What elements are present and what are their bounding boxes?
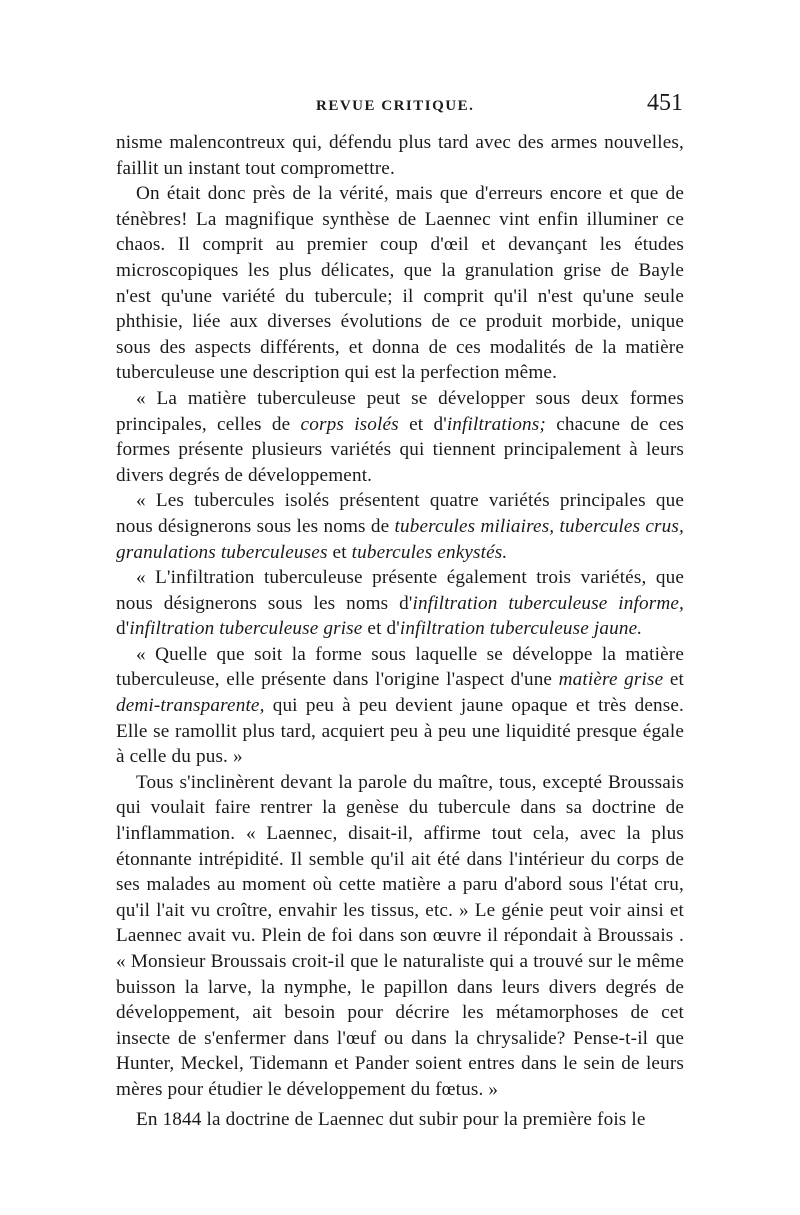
page-header [0, 86, 800, 126]
quoted-paragraph [116, 642, 684, 770]
text-run: et [327, 541, 352, 563]
text-run: « Les tubercules isolés présentent quatre variétés principales que nous désignerons sous les noms de [116, 490, 684, 537]
paragraph [116, 770, 684, 1103]
quoted-paragraph [116, 386, 684, 488]
italic-term: infiltration tuberculeuse grise [129, 618, 363, 640]
quoted-paragraph [116, 565, 684, 642]
text-run: « La matière tuberculeuse peut se développer sous deux formes principales, celles de [116, 387, 684, 435]
text-run: nisme malencontreux qui, défendu plus tard avec des armes nouvelles, faillit un instant tout compromettre. [116, 132, 684, 179]
italic-term: tubercules miliaires, tubercules crus, granulations tuberculeuses [116, 515, 684, 563]
text-run: et d' [362, 618, 400, 640]
text-run: et d' [398, 413, 447, 435]
italic-term: corps isolés [300, 413, 399, 435]
italic-term: tubercules enkystés. [351, 541, 508, 563]
text-run: En 1844 la doctrine de Laennec dut subir pour la première fois le [136, 1108, 646, 1130]
italic-term: infiltration tuberculeuse informe, [412, 592, 684, 614]
running-title: REVUE CRITIQUE. [316, 98, 475, 114]
text-run: d' [116, 618, 130, 640]
text-run: qui peu à peu devient jaune opaque et très dense. Elle se ramollit plus tard, acquiert peu à peu une liquidité presque égale à celle du pus. » [116, 695, 684, 768]
page-number: 451 [647, 90, 683, 116]
paragraph [116, 130, 684, 181]
italic-term: infiltrations; [446, 413, 546, 435]
text-run: « L'infiltration tuberculeuse présente également trois variétés, que nous désignerons sous les noms d' [116, 567, 684, 614]
body-text [116, 130, 684, 1132]
quoted-paragraph [116, 488, 684, 565]
paragraph [116, 181, 684, 386]
text-run: Tous s'inclinèrent devant la parole du maître, tous, excepté Broussais qui voulait faire rentrer la genèse du tubercule dans sa doctrine de l'inflammation. « Laennec, disait-il, affirme tout cela, avec la plus étonnante intrépidité. Il semble qu'il ait été dans l'intérieur du corps de ses malades au moment où cette matière a paru d'abord sous l'état cru, qu'il l'ait vu croître, envahir les tissus, etc. » Le génie peut voir ainsi et Laennec avait vu. Plein de foi dans son œuvre il répondait à Broussais . « Monsieur Broussais croit-il que le naturaliste qui a trouvé sur le même buisson la larve, la nymphe, le papillon dans leurs divers degrés de développement, ait besoin pour décrire les métamorphoses de cet insecte de s'enfermer dans l'œuf ou dans la chrysalide? Pense-t-il que Hunter, Meckel, Tidemann et Pander soient entres dans le sein de leurs mères pour étudier le développement du fœtus. » [116, 771, 684, 1100]
text-run: chacune de ces formes présente plusieurs variétés qui tiennent principalement à leurs divers degrés de développement. [116, 413, 684, 486]
text-run: et [663, 669, 684, 691]
paragraph [116, 1107, 684, 1133]
italic-term: infiltration tuberculeuse jaune. [399, 618, 643, 640]
text-run: « Quelle que soit la forme sous laquelle se développe la matière tuberculeuse, elle présente dans l'origine l'aspect d'une [116, 643, 684, 691]
italic-term: demi-transparente, [116, 695, 265, 717]
text-run: On était donc près de la vérité, mais que d'erreurs encore et que de ténèbres! La magnifique synthèse de Laennec vint enfin illuminer ce chaos. Il comprit au premier coup d'œil et devançant les études microscopiques les plus délicates, que la granulation grise de Bayle n'est qu'une variété du tubercule; il comprit qu'il n'est qu'une seule phthisie, liée aux diverses évolutions de ce produit morbide, unique sous des aspects différents, et donna de ces modalités de la matière tuberculeuse une description qui est la perfection même. [116, 183, 684, 384]
italic-term: matière grise [558, 669, 664, 691]
